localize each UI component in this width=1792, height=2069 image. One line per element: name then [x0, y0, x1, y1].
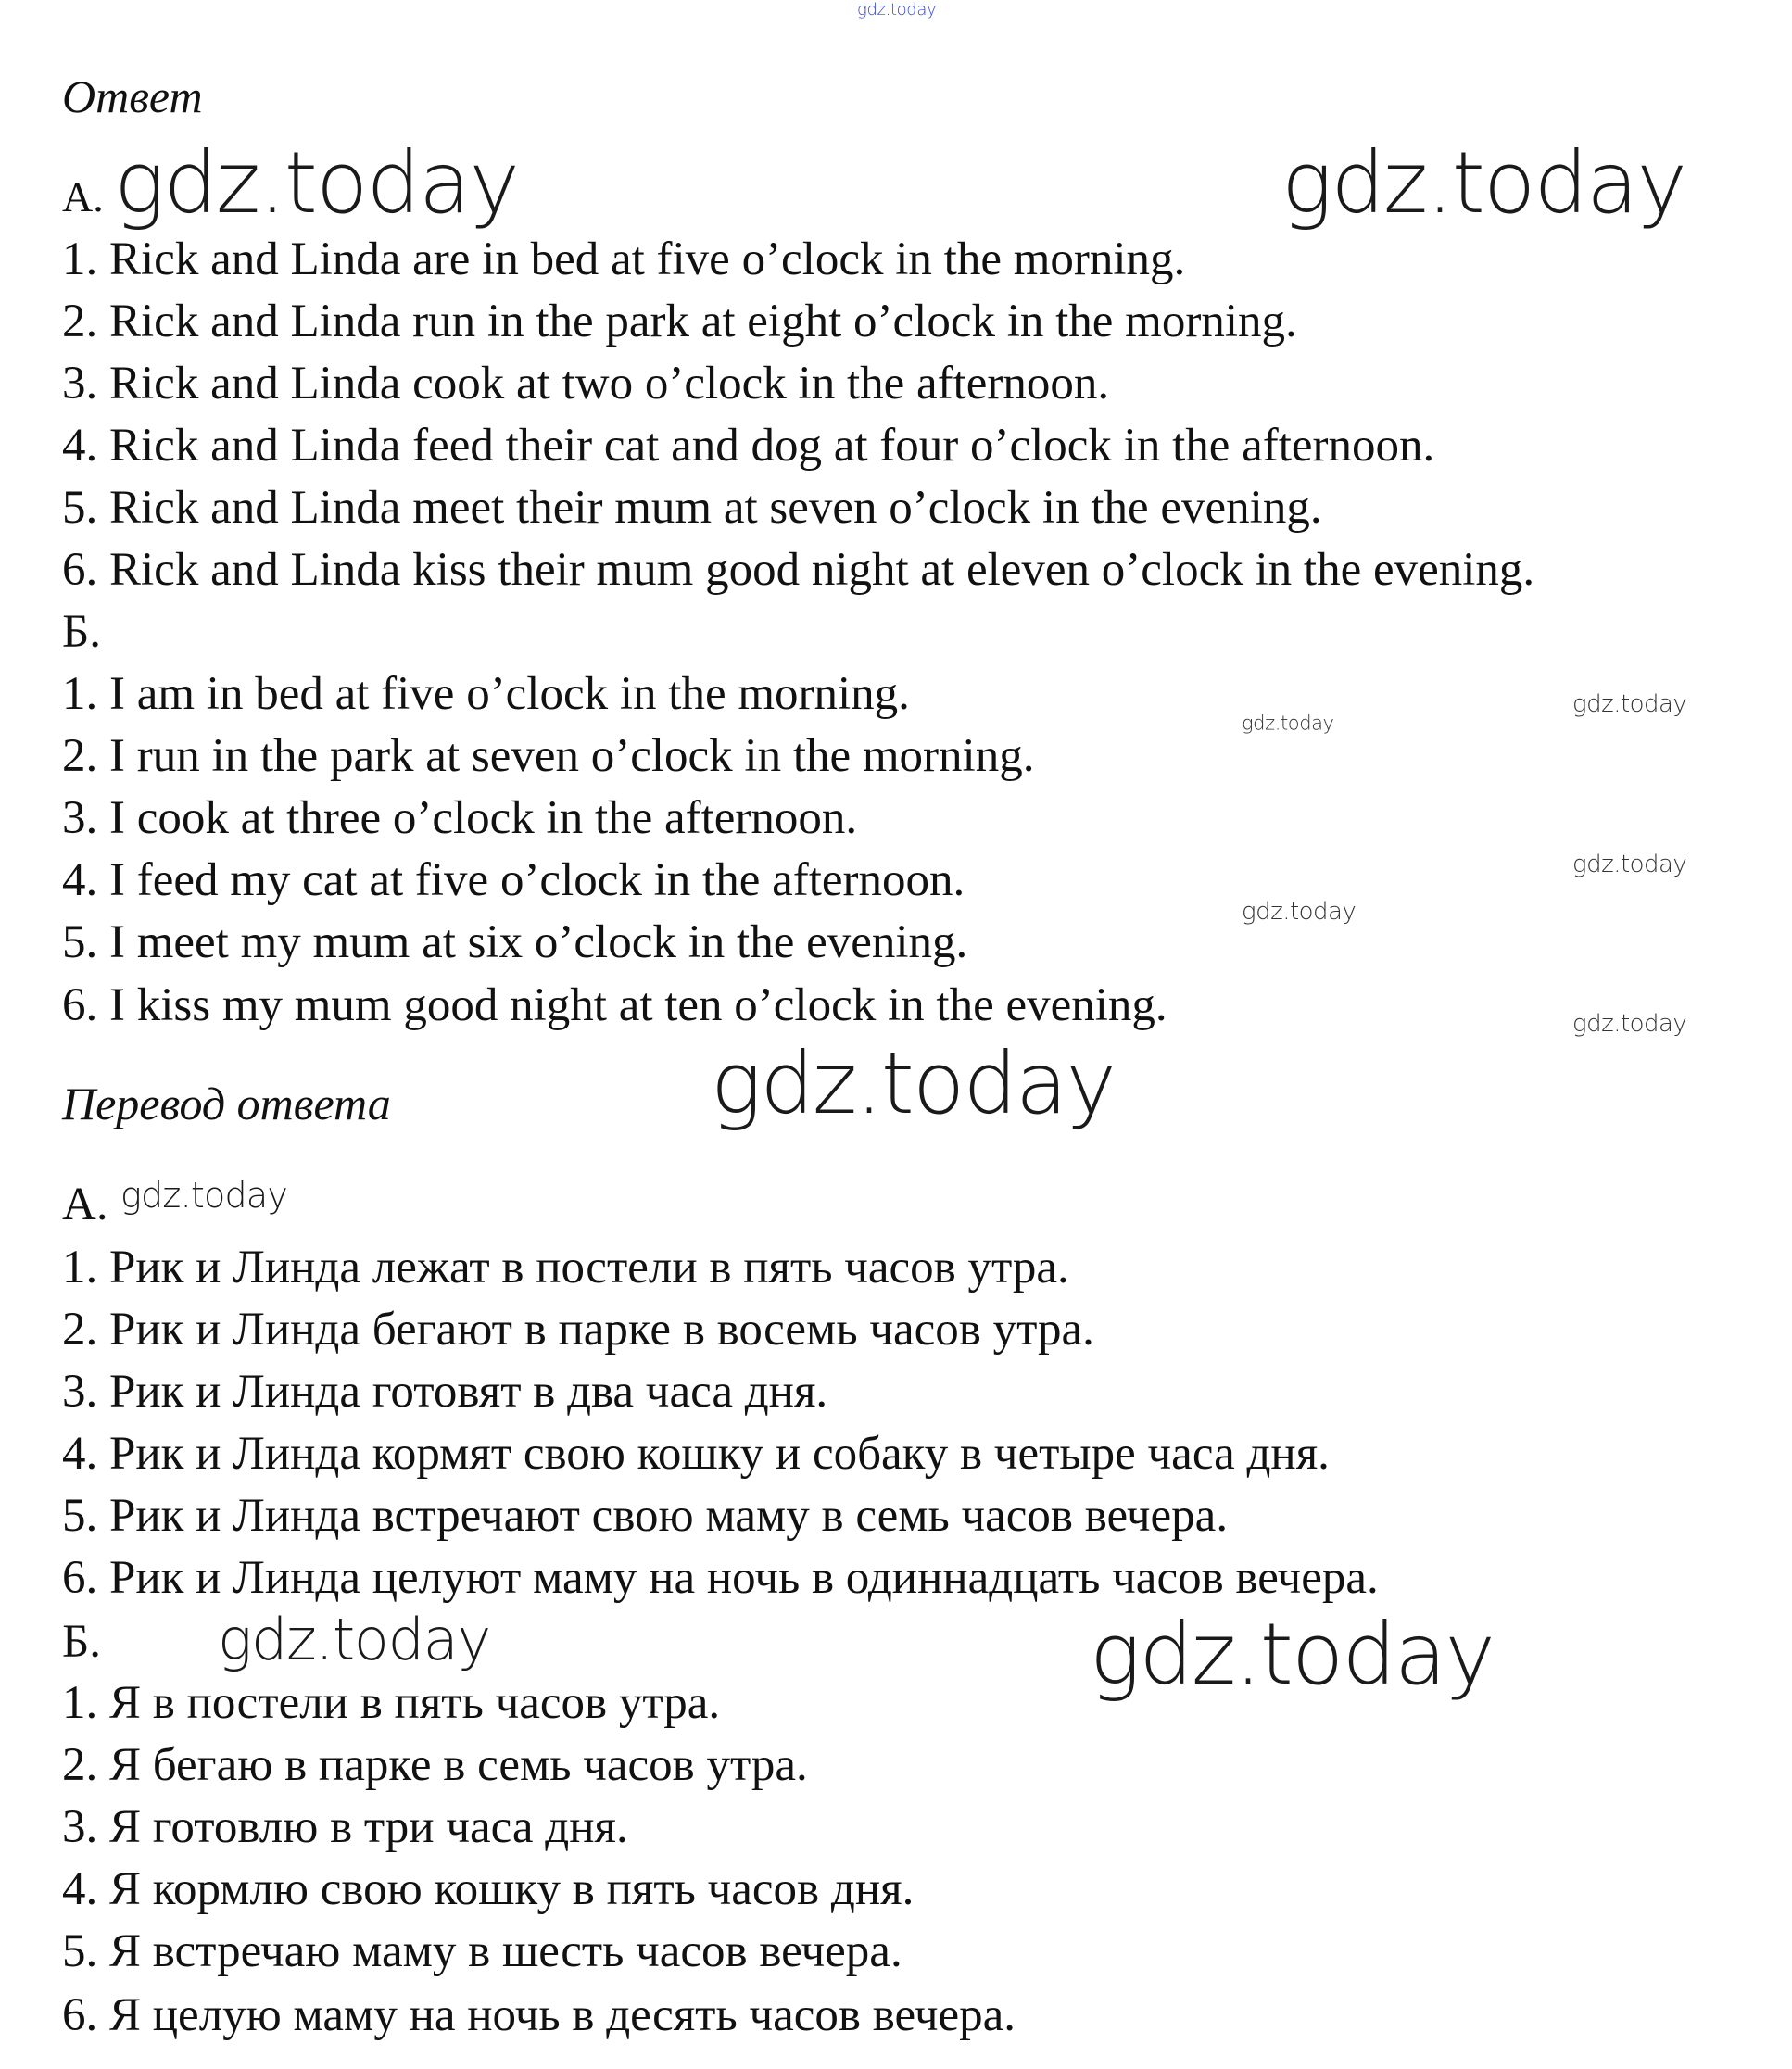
translation-b-line: 5. Я встречаю маму в шесть часов вечера.: [62, 1925, 902, 1977]
translation-heading: Перевод ответа: [62, 1078, 391, 1129]
answer-b-line: 2. I run in the park at seven o’clock in the morning.: [62, 730, 1035, 782]
answer-b-line: 4. I feed my cat at five o’clock in the afternoon.: [62, 854, 965, 906]
answer-heading: Ответ: [62, 70, 203, 122]
section-a-label: А.: [62, 173, 104, 221]
answer-a-line: 6. Rick and Linda kiss their mum good night at eleven o’clock in the evening.: [62, 544, 1535, 596]
translation-a-line: 6. Рик и Линда целуют маму на ночь в одиннадцать часов вечера.: [62, 1552, 1379, 1604]
answer-b-line: 1. I am in bed at five o’clock in the morning.: [62, 668, 910, 720]
section-b-label: Б.: [62, 1616, 102, 1668]
translation-a-line: 3. Рик и Линда готовят в два часа дня.: [62, 1366, 828, 1418]
section-b-label: Б.: [62, 606, 102, 658]
translation-b-line: 2. Я бегаю в парке в семь часов утра.: [62, 1739, 808, 1791]
watermark: gdz.today: [1572, 851, 1687, 878]
watermark: gdz.today: [1572, 1010, 1687, 1038]
answer-a-line: 2. Rick and Linda run in the park at eight o’clock in the morning.: [62, 296, 1297, 347]
answer-a-line: 3. Rick and Linda cook at two o’clock in the afternoon.: [62, 358, 1110, 410]
watermark: gdz.today: [1242, 898, 1357, 926]
translation-b-line: 4. Я кормлю свою кошку в пять часов дня.: [62, 1863, 915, 1915]
translation-b-line: 3. Я готовлю в три часа дня.: [62, 1801, 628, 1853]
translation-a-line: 2. Рик и Линда бегают в парке в восемь часов утра.: [62, 1304, 1094, 1356]
watermark: gdz.today: [114, 133, 519, 233]
translation-b-line: 6. Я целую маму на ночь в десять часов вечера.: [62, 1989, 1016, 2041]
watermark: gdz.today: [120, 1175, 288, 1216]
answer-a-line: 5. Rick and Linda meet their mum at seven o’clock in the evening.: [62, 482, 1322, 534]
answer-b-line: 6. I kiss my mum good night at ten o’clock in the evening.: [62, 979, 1167, 1031]
section-a-label: А.: [62, 1179, 108, 1230]
watermark: gdz.today: [1242, 712, 1334, 735]
watermark: gdz.today: [1090, 1605, 1495, 1704]
answer-a-line: 1. Rick and Linda are in bed at five o’clock in the morning.: [62, 233, 1186, 285]
watermark: gdz.today: [218, 1606, 490, 1673]
answer-b-line: 3. I cook at three o’clock in the afternoon.: [62, 792, 858, 844]
answer-b-line: 5. I meet my mum at six o’clock in the evening.: [62, 916, 968, 968]
answer-a-line: 4. Rick and Linda feed their cat and dog at four o’clock in the afternoon.: [62, 420, 1435, 472]
translation-a-line: 1. Рик и Линда лежат в постели в пять часов утра.: [62, 1242, 1069, 1293]
translation-b-line: 1. Я в постели в пять часов утра.: [62, 1677, 721, 1729]
watermark: gdz.today: [1281, 133, 1686, 233]
translation-a-line: 4. Рик и Линда кормят свою кошку и собаку в четыре часа дня.: [62, 1428, 1330, 1480]
watermark-top-link[interactable]: gdz.today: [857, 0, 937, 19]
watermark: gdz.today: [1572, 690, 1687, 718]
translation-a-line: 5. Рик и Линда встречают свою маму в семь часов вечера.: [62, 1490, 1229, 1542]
watermark: gdz.today: [711, 1034, 1116, 1133]
